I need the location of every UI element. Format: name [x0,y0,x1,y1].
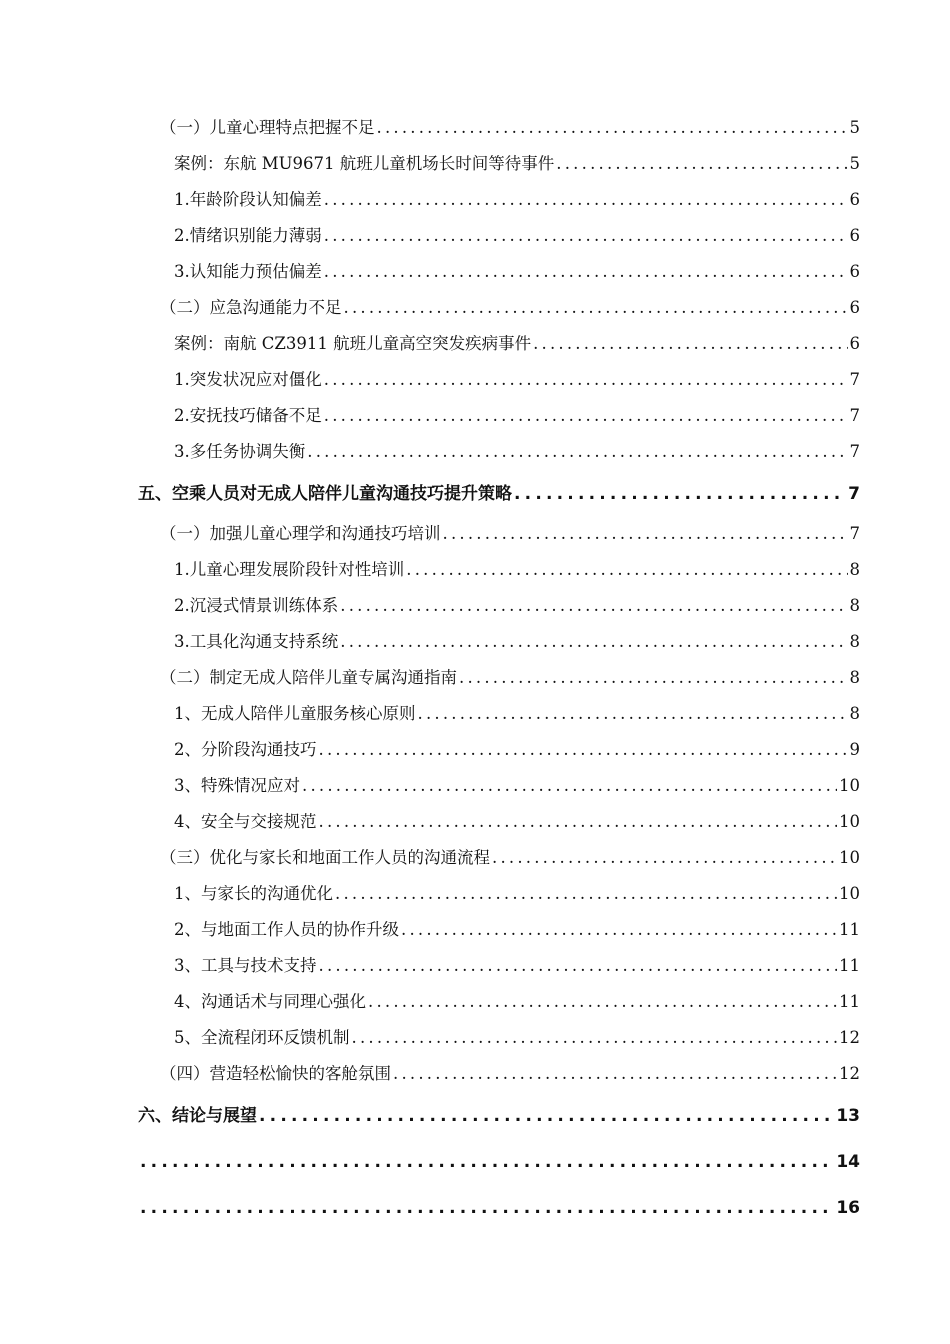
toc-dot-leader [324,370,848,390]
toc-entry-title: 2.情绪识别能力薄弱 [174,226,322,245]
toc-dot-leader [140,1152,834,1172]
toc-entry-title: 1.儿童心理发展阶段针对性培训 [174,560,405,579]
toc-entry-title: （二）应急沟通能力不足 [160,298,342,317]
toc-entry-title: 5、全流程闭环反馈机制 [174,1028,350,1047]
toc-page-number: 7 [849,524,860,543]
toc-dot-leader [443,524,848,544]
toc-page-number: 11 [839,956,860,975]
toc-page-number: 8 [849,596,860,615]
toc-page-number: 7 [848,484,860,504]
toc-entry[interactable] [160,518,860,554]
toc-dot-leader [352,1028,838,1048]
toc-entry[interactable] [160,1058,860,1094]
toc-dot-leader [418,704,848,724]
toc-entry-title: 1.年龄阶段认知偏差 [174,190,322,209]
toc-entry[interactable] [174,400,860,436]
toc-entry[interactable] [174,1022,860,1058]
toc-entry[interactable] [174,436,860,472]
toc-dot-leader [324,226,848,246]
toc-entry-title: （三）优化与家长和地面工作人员的沟通流程 [160,848,490,867]
toc-entry-title: （二）制定无成人陪伴儿童专属沟通指南 [160,668,457,687]
toc-page-number: 6 [849,262,860,281]
toc-page-number: 6 [849,298,860,317]
toc-page-number: 7 [849,442,860,461]
toc-entry-title: 六、结论与展望 [138,1106,257,1126]
toc-entry[interactable] [174,626,860,662]
toc-entry[interactable] [174,806,860,842]
toc-entry-title: 2、分阶段沟通技巧 [174,740,317,759]
toc-dot-leader [319,812,838,832]
toc-entry-title: 3.工具化沟通支持系统 [174,632,339,651]
toc-page-number: 8 [849,668,860,687]
toc-entry[interactable] [174,364,860,400]
toc-dot-leader [324,262,848,282]
toc-page-number: 7 [849,406,860,425]
toc-entry[interactable] [174,220,860,256]
toc-dot-leader [556,154,847,174]
toc-page-number: 14 [836,1152,860,1172]
toc-entry-title: 五、空乘人员对无成人陪伴儿童沟通技巧提升策略 [138,484,512,504]
toc-page-number: 11 [839,992,860,1011]
toc-entry[interactable] [174,986,860,1022]
toc-page-number: 10 [839,884,860,903]
toc-dot-leader [377,118,848,138]
toc-dot-leader [335,884,837,904]
toc-dot-leader [259,1106,834,1126]
toc-dot-leader [324,190,848,210]
toc-page-number: 12 [839,1028,860,1047]
toc-dot-leader [324,406,848,426]
toc-page-number: 10 [839,812,860,831]
toc-entry-title: 4、沟通话术与同理心强化 [174,992,366,1011]
toc-dot-leader [492,848,837,868]
toc-dot-leader [344,298,848,318]
toc-page-number: 8 [849,704,860,723]
toc-entry-title: 2.沉浸式情景训练体系 [174,596,339,615]
toc-page-number: 8 [849,560,860,579]
toc-entry-title: 1.突发状况应对僵化 [174,370,322,389]
toc-dot-leader [340,632,847,652]
toc-entry[interactable] [174,950,860,986]
toc-entry[interactable] [174,770,860,806]
toc-entry[interactable] [160,292,860,328]
toc-entry-title: 案例：南航 CZ3911 航班儿童高空突发疾病事件 [174,334,532,353]
toc-entry[interactable] [138,1186,860,1232]
toc-entry-title: 案例：东航 MU9671 航班儿童机场长时间等待事件 [174,154,555,173]
toc-entry[interactable] [174,554,860,590]
toc-page-number: 6 [849,334,860,353]
toc-entry[interactable] [174,734,860,770]
toc-entry-title: 3.多任务协调失衡 [174,442,306,461]
toc-page-number: 16 [836,1198,860,1218]
toc-entry[interactable] [174,256,860,292]
toc-entry-title: 2、与地面工作人员的协作升级 [174,920,399,939]
toc-dot-leader [340,596,847,616]
toc-entry-title: 3、工具与技术支持 [174,956,317,975]
toc-entry[interactable] [174,698,860,734]
toc-dot-leader [307,442,847,462]
toc-dot-leader [319,956,838,976]
toc-entry-title: 4、安全与交接规范 [174,812,317,831]
toc-entry-title: （四）营造轻松愉快的客舱氛围 [160,1064,391,1083]
toc-dot-leader [401,920,837,940]
toc-entry[interactable] [138,1094,860,1140]
toc-page-number: 12 [839,1064,860,1083]
table-of-contents [0,112,950,1232]
toc-dot-leader [533,334,847,354]
toc-page-number: 6 [849,190,860,209]
toc-page-number: 5 [849,154,860,173]
toc-dot-leader [406,560,847,580]
toc-page-number: 11 [839,920,860,939]
toc-entry-title: （一）加强儿童心理学和沟通技巧培训 [160,524,441,543]
toc-entry-title: 1、与家长的沟通优化 [174,884,333,903]
toc-page-number: 10 [839,848,860,867]
toc-dot-leader [140,1198,834,1218]
toc-dot-leader [319,740,848,760]
toc-entry[interactable] [174,148,860,184]
toc-entry-title: 2.安抚技巧储备不足 [174,406,322,425]
toc-entry[interactable] [160,842,860,878]
toc-entry[interactable] [174,590,860,626]
toc-page-number: 9 [849,740,860,759]
toc-page-number: 5 [849,118,860,137]
toc-page-number: 8 [849,632,860,651]
toc-dot-leader [368,992,837,1012]
toc-page-number: 10 [839,776,860,795]
toc-entry[interactable] [138,472,860,518]
toc-page-number: 6 [849,226,860,245]
toc-entry[interactable] [174,328,860,364]
toc-entry-title: （一）儿童心理特点把握不足 [160,118,375,137]
toc-entry-title: 3.认知能力预估偏差 [174,262,322,281]
toc-dot-leader [459,668,848,688]
toc-entry[interactable] [174,914,860,950]
toc-entry-title: 3、特殊情况应对 [174,776,300,795]
toc-entry-title: 1、无成人陪伴儿童服务核心原则 [174,704,416,723]
toc-page-number: 7 [849,370,860,389]
toc-dot-leader [302,776,837,796]
toc-entry[interactable] [160,662,860,698]
toc-dot-leader [393,1064,837,1084]
toc-entry[interactable] [160,112,860,148]
toc-page-number: 13 [836,1106,860,1126]
toc-entry[interactable] [174,184,860,220]
toc-entry[interactable] [138,1140,860,1186]
toc-dot-leader [514,484,846,504]
toc-entry[interactable] [174,878,860,914]
